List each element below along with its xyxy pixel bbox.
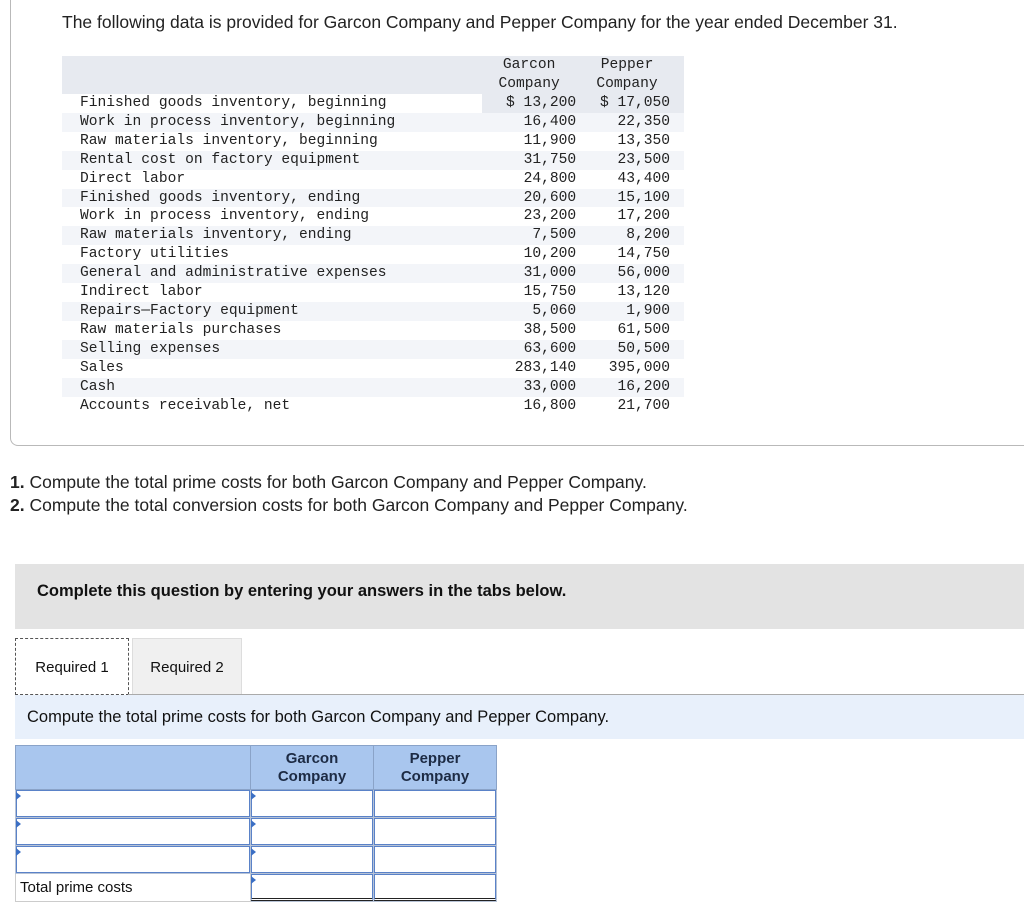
pepper-value: 50,500	[576, 340, 684, 359]
input-indicator-icon	[251, 876, 256, 884]
row-label: Finished goods inventory, beginning	[62, 94, 482, 113]
answer-header-garcon: Garcon Company	[251, 746, 374, 790]
garcon-amount-input-2[interactable]	[251, 818, 373, 845]
table-row	[62, 94, 684, 113]
garcon-value: 5,060	[482, 302, 576, 321]
pepper-value: 43,400	[576, 170, 684, 189]
pepper-value: 17,200	[576, 207, 684, 226]
table-row	[62, 113, 684, 132]
garcon-value: 38,500	[482, 321, 576, 340]
total-prime-costs-label: Total prime costs	[16, 874, 251, 902]
garcon-header-line1: Garcon	[482, 56, 576, 75]
answer-row	[16, 818, 497, 846]
pepper-value: 16,200	[576, 378, 684, 397]
table-row	[62, 170, 684, 189]
table-row	[62, 207, 684, 226]
table-row	[62, 321, 684, 340]
answer-table	[15, 745, 497, 902]
pepper-value: 15,100	[576, 189, 684, 208]
garcon-value: 63,600	[482, 340, 576, 359]
garcon-value: 31,000	[482, 264, 576, 283]
question-2: 2. Compute the total conversion costs for both Garcon Company and Pepper Company.	[10, 495, 688, 515]
dropdown-indicator-icon	[16, 820, 21, 828]
pepper-amount-input-3[interactable]	[374, 846, 496, 873]
garcon-value: 24,800	[482, 170, 576, 189]
tab-required-1[interactable]: Required 1	[15, 638, 129, 695]
table-row	[62, 226, 684, 245]
row-label: Raw materials purchases	[62, 321, 482, 340]
row-label: Sales	[62, 359, 482, 378]
garcon-amount-input-3[interactable]	[251, 846, 373, 873]
pepper-value: $ 17,050	[576, 94, 684, 113]
garcon-value: $ 13,200	[482, 94, 576, 113]
answer-header-pepper: Pepper Company	[374, 746, 497, 790]
garcon-value: 16,800	[482, 397, 576, 416]
pepper-value: 1,900	[576, 302, 684, 321]
pepper-amount-input-1[interactable]	[374, 790, 496, 817]
row-label: Work in process inventory, ending	[62, 207, 482, 226]
pepper-value: 14,750	[576, 245, 684, 264]
row-label: Finished goods inventory, ending	[62, 189, 482, 208]
garcon-value: 31,750	[482, 151, 576, 170]
row-label: Selling expenses	[62, 340, 482, 359]
garcon-value: 283,140	[482, 359, 576, 378]
garcon-value: 23,200	[482, 207, 576, 226]
pepper-value: 22,350	[576, 113, 684, 132]
pepper-value: 8,200	[576, 226, 684, 245]
question-list	[10, 471, 688, 517]
garcon-value: 20,600	[482, 189, 576, 208]
dropdown-indicator-icon	[16, 792, 21, 800]
pepper-value: 13,350	[576, 132, 684, 151]
dropdown-indicator-icon	[16, 848, 21, 856]
instructions-banner: Complete this question by entering your answers in the tabs below.	[15, 564, 1024, 629]
row-label: Direct labor	[62, 170, 482, 189]
table-row	[62, 189, 684, 208]
tab-instruction: Compute the total prime costs for both Garcon Company and Pepper Company.	[15, 695, 1024, 739]
table-row	[62, 264, 684, 283]
table-row	[62, 359, 684, 378]
row-label: Cash	[62, 378, 482, 397]
row-label: Rental cost on factory equipment	[62, 151, 482, 170]
pepper-amount-input-2[interactable]	[374, 818, 496, 845]
input-indicator-icon	[251, 820, 256, 828]
row-label: Raw materials inventory, ending	[62, 226, 482, 245]
garcon-value: 11,900	[482, 132, 576, 151]
row-label: General and administrative expenses	[62, 264, 482, 283]
answer-row	[16, 846, 497, 874]
input-indicator-icon	[251, 792, 256, 800]
pepper-value: 21,700	[576, 397, 684, 416]
cost-label-input-1[interactable]	[16, 790, 250, 817]
row-label: Repairs—Factory equipment	[62, 302, 482, 321]
table-row	[62, 340, 684, 359]
pepper-header-line2: Company	[576, 75, 684, 94]
table-row	[62, 245, 684, 264]
input-indicator-icon	[251, 848, 256, 856]
garcon-amount-input-1[interactable]	[251, 790, 373, 817]
garcon-value: 7,500	[482, 226, 576, 245]
garcon-value: 15,750	[482, 283, 576, 302]
garcon-header-line2: Company	[482, 75, 576, 94]
table-row	[62, 378, 684, 397]
answer-header-blank	[16, 746, 251, 790]
row-label: Accounts receivable, net	[62, 397, 482, 416]
garcon-value: 10,200	[482, 245, 576, 264]
intro-text: The following data is provided for Garcon Company and Pepper Company for the year ended December 31.	[62, 12, 898, 32]
garcon-value: 33,000	[482, 378, 576, 397]
row-label: Indirect labor	[62, 283, 482, 302]
pepper-value: 13,120	[576, 283, 684, 302]
pepper-value: 395,000	[576, 359, 684, 378]
cost-label-input-2[interactable]	[16, 818, 250, 845]
cost-data-table	[62, 56, 684, 415]
garcon-value: 16,400	[482, 113, 576, 132]
row-label: Work in process inventory, beginning	[62, 113, 482, 132]
total-row	[16, 874, 497, 902]
table-row	[62, 132, 684, 151]
row-label: Factory utilities	[62, 245, 482, 264]
pepper-total-input[interactable]	[374, 874, 496, 901]
table-row	[62, 151, 684, 170]
garcon-total-input[interactable]	[251, 874, 373, 901]
answer-row	[16, 790, 497, 818]
tab-required-2[interactable]: Required 2	[132, 638, 242, 695]
table-row	[62, 283, 684, 302]
pepper-value: 23,500	[576, 151, 684, 170]
table-row	[62, 397, 684, 416]
pepper-value: 61,500	[576, 321, 684, 340]
cost-label-input-3[interactable]	[16, 846, 250, 873]
question-1: 1. Compute the total prime costs for both Garcon Company and Pepper Company.	[10, 472, 647, 492]
pepper-value: 56,000	[576, 264, 684, 283]
table-row	[62, 302, 684, 321]
pepper-header-line1: Pepper	[576, 56, 684, 75]
row-label: Raw materials inventory, beginning	[62, 132, 482, 151]
